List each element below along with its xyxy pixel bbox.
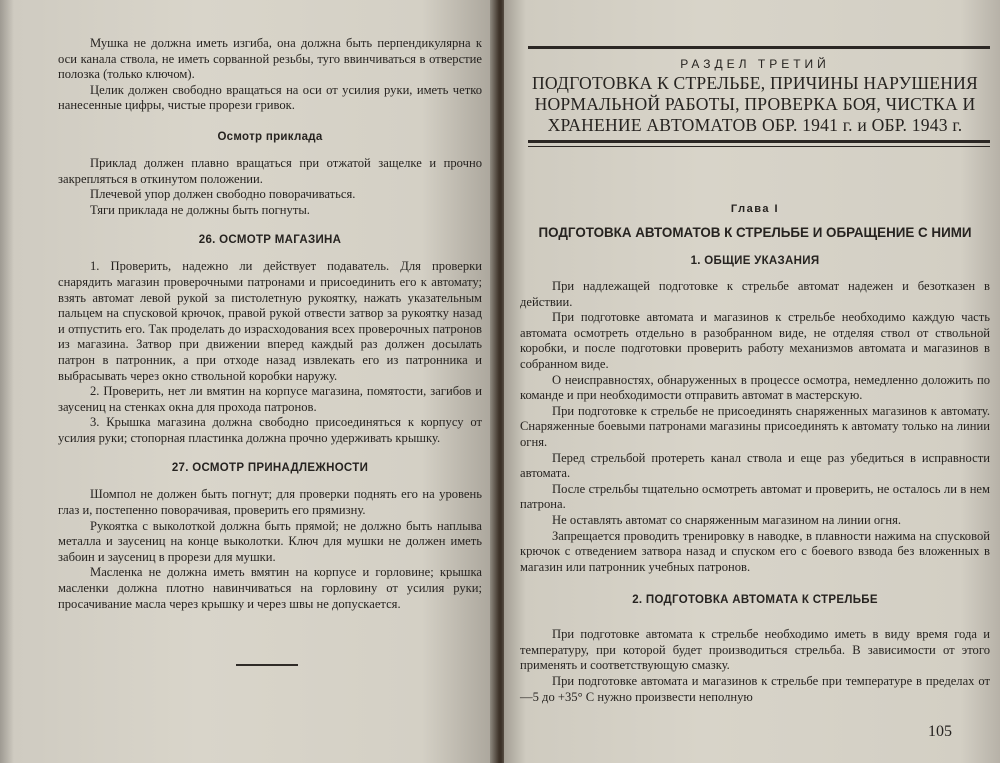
paragraph: При подготовке к стрельбе не присоединять снаряженных магазинов к автомату. Снаряженные боевыми патронами магазины присоединять к автомату только на линии огня. — [520, 403, 990, 449]
paragraph: Тяги приклада не должны быть погнуты. — [90, 202, 310, 217]
chapter-title: ПОДГОТОВКА АВТОМАТОВ К СТРЕЛЬБЕ И ОБРАЩЕНИЕ С НИМИ — [538, 225, 972, 240]
section-title: ПОДГОТОВКА К СТРЕЛЬБЕ, ПРИЧИНЫ НАРУШЕНИЯ НОРМАЛЬНОЙ РАБОТЫ, ПРОВЕРКА БОЯ, ЧИСТКА И ХРАНЕНИЕ АВТОМАТОВ ОБР. 1941 г. и ОБР. 1943 г. — [531, 73, 978, 135]
top-rule — [528, 46, 990, 49]
paragraph: При подготовке автомата и магазинов к стрельбе необходимо каждую часть автомата осмотреть отдельно в разобранном виде, не отделяя ствол от ствольной коробки, и после подготовки проверить работу механизмов автомата и магазинов в собранном виде. — [520, 310, 990, 371]
paragraph: Шомпол не должен быть погнут; для проверки поднять его на уровень глаз и, постепенно поворачивая, проверить его прямизну. — [58, 487, 482, 518]
section-label: РАЗДЕЛ ТРЕТИЙ — [680, 57, 830, 71]
paragraph: О неисправностях, обнаруженных в процессе осмотра, немедленно доложить по команде и при необходимости отправить автомат в мастерскую. — [520, 372, 990, 403]
paragraph: Мушка не должна иметь изгиба, она должна быть перпендикулярна к оси канала ствола, не иметь сорванной резьбы, туго ввинчиваться в отверстие полозка (только ключом). — [58, 36, 482, 82]
paragraph: 2. Проверить, нет ли вмятин на корпусе магазина, помятости, загибов и заусениц на стенках окна для прохода патронов. — [58, 384, 482, 414]
accessories-inspection-heading: 27. ОСМОТР ПРИНАДЛЕЖНОСТИ — [171, 462, 369, 475]
rifle-preparation-heading: 2. ПОДГОТОВКА АВТОМАТА К СТРЕЛЬБЕ — [632, 594, 878, 607]
paragraph: При надлежащей подготовке к стрельбе автомат надежен и безотказен в действии. — [520, 279, 990, 309]
general-instructions-heading: 1. ОБЩИЕ УКАЗАНИЯ — [690, 255, 820, 267]
paragraph: Целик должен свободно вращаться на оси от усилия руки, иметь четко нанесенные цифры, чистые прорези гривок. — [58, 82, 482, 113]
end-of-section-rule — [236, 664, 298, 666]
paragraph: Приклад должен плавно вращаться при отжатой защелке и прочно закрепляться в откинутом положении. — [58, 155, 482, 186]
paragraph: Не оставлять автомат со снаряженным магазином на линии огня. — [552, 512, 902, 527]
paragraph: 3. Крышка магазина должна свободно присоединяться к корпусу от усилия руки; стопорная пластинка должна прочно удерживать крышку. — [58, 415, 482, 445]
chapter-label: Глава I — [730, 203, 780, 215]
paragraph: Рукоятка с выколоткой должна быть прямой; не должно быть наплыва металла и заусениц на конце выколотки. Ключ для мушки не должен иметь забоин и заусениц в прорези для мушки. — [58, 518, 482, 564]
magazine-inspection-heading: 26. ОСМОТР МАГАЗИНА — [198, 234, 342, 247]
paragraph: При подготовке автомата к стрельбе необходимо иметь в виду время года и температуру, при которой будет производиться стрельба. В зависимости от этого применять и соответствующую смазку. — [520, 627, 990, 673]
left-page — [0, 0, 496, 763]
page-number: 105 — [928, 723, 952, 740]
paragraph: 1. Проверить, надежно ли действует подаватель. Для проверки снарядить магазин проверочными патронами и присоединить его к автомату; взять автомат левой рукой за пистолетную рукоятку, нажать указательным пальцем на спусковой крючок, правой рукой отвести затвор за рукоятку назад и отпустить его. Так проделать до израсходования всех проверочных патронов из магазина. Затвор при движении вперед каждый раз должен досылать патрон в патронник, а при отходе назад извлекать его из патронника и выбрасывать через окно ствольной коробки наружу. — [58, 259, 482, 383]
stock-inspection-heading: Осмотр приклада — [217, 130, 323, 143]
paragraph: Плечевой упор должен свободно поворачиваться. — [90, 187, 356, 202]
paragraph: Масленка не должна иметь вмятин на корпусе и горловине; крышка масленки должна плотно навинчиваться на горловину от усилия руки; просачивание масла через крышку и через швы не допускается. — [58, 565, 482, 611]
paragraph: При подготовке автомата и магазинов к стрельбе при температуре в пределах от —5 до +35° С нужно произвести неполную — [520, 674, 990, 704]
paragraph: Перед стрельбой протереть канал ствола и еще раз убедиться в исправности автомата. — [520, 450, 990, 481]
paragraph: После стрельбы тщательно осмотреть автомат и проверить, не осталось ли в нем патрона. — [520, 481, 990, 512]
title-rule-thin — [528, 146, 990, 147]
title-rule-thick — [528, 140, 990, 143]
paragraph: Запрещается проводить тренировку в наводке, в плавности нажима на спусковой крючок с отведением затвора назад и спуском его с боевого взвода без вложенных в магазин или патронник учебных патронов. — [520, 528, 990, 574]
right-page — [504, 0, 1000, 763]
